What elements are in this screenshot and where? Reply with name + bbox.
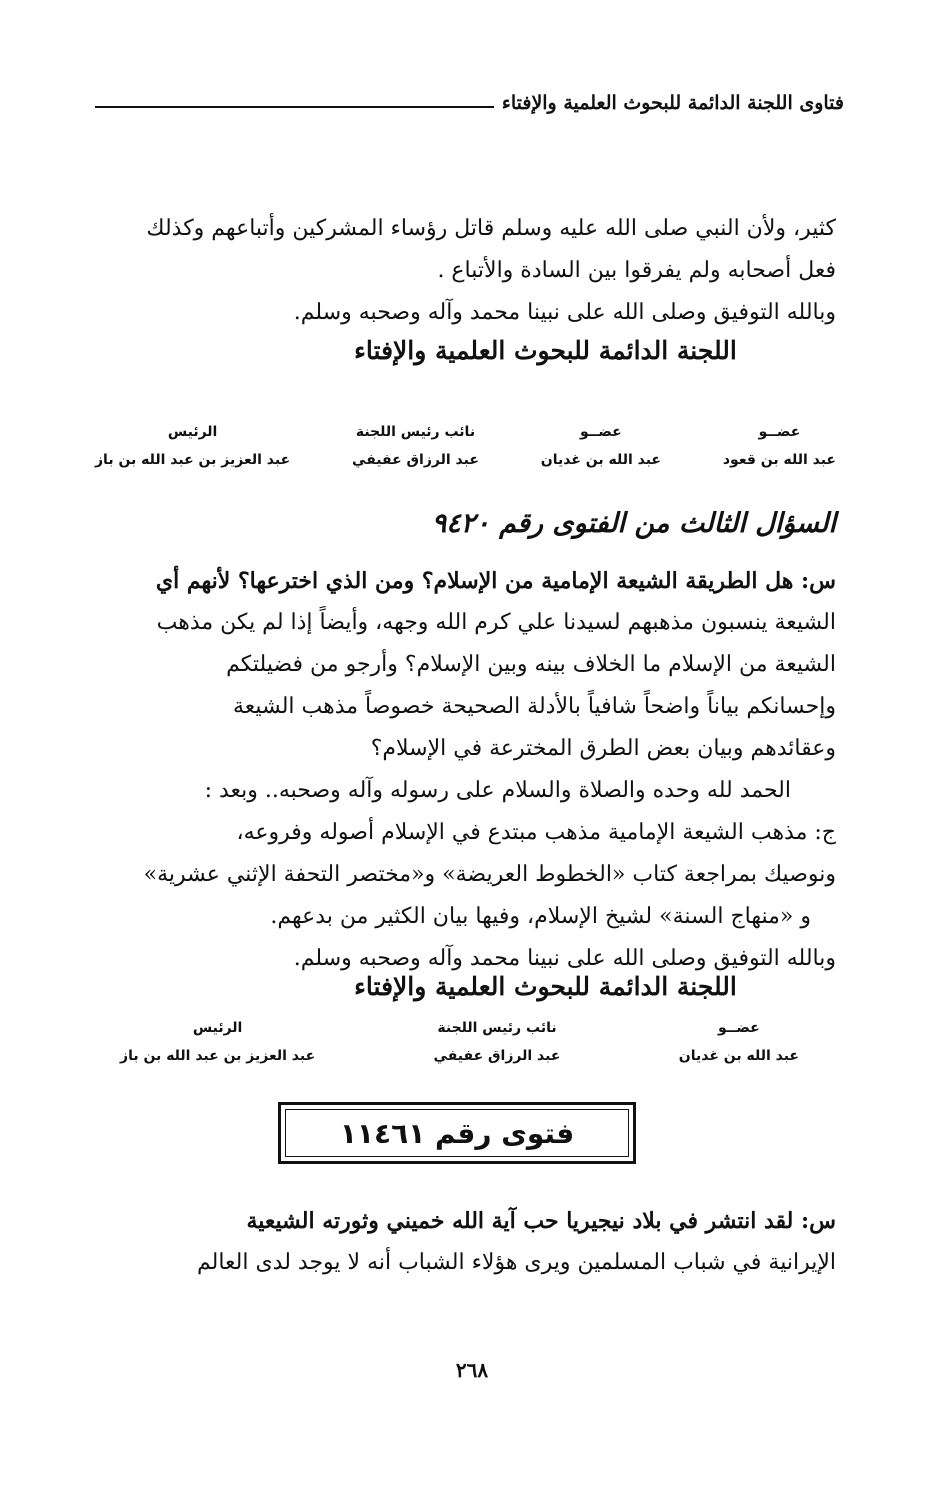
text-line: وإحسانكم بياناً واضحاً شافياً بالأدلة الصحيحة خصوصاً مذهب الشيعة	[233, 694, 836, 719]
signature-member-1	[679, 1014, 799, 1070]
text-line: كثير، ولأن النبي صلى الله عليه وسلم قاتل رؤساء المشركين وأتباعهم وكذلك	[146, 216, 836, 241]
text-line: الإيرانية في شباب المسلمين ويرى هؤلاء الشباب أنه لا يوجد لدى العالم	[196, 1250, 836, 1275]
signature-name: عبد الله بن قعود	[722, 452, 836, 468]
text-line: وبالله التوفيق وصلى الله على نبينا محمد وآله وصحبه وسلم.	[293, 300, 836, 325]
signature-member-1	[723, 418, 836, 474]
running-header	[95, 92, 844, 114]
signature-role: الرئيس	[167, 424, 218, 440]
header-title: فتاوى اللجنة الدائمة للبحوث العلمية والإفتاء	[501, 92, 844, 114]
signature-role: عضــو	[718, 1020, 760, 1036]
signature-role: عضــو	[758, 424, 801, 440]
signature-role: عضــو	[580, 424, 622, 440]
text-line: فعل أصحابه ولم يفرقوا بين السادة والأتباع .	[437, 258, 836, 283]
text-line: س: هل الطريقة الشيعة الإمامية من الإسلام؟ ومن الذي اخترعها؟ لأنهم أي	[155, 568, 836, 594]
signature-row	[95, 418, 836, 474]
text-line: ج: مذهب الشيعة الإمامية مذهب مبتدع في الإسلام أصوله وفروعه،	[236, 820, 836, 845]
section1-paragraph	[95, 208, 836, 334]
signature-name: عبد الله بن غديان	[678, 1048, 799, 1064]
signature-name: عبد الرزاق عفيفي	[433, 1048, 561, 1064]
signature-name: عبد الله بن غديان	[540, 452, 661, 468]
signature-member-2	[541, 418, 661, 474]
text-line: وبالله التوفيق وصلى الله على نبينا محمد وآله وصحبه وسلم.	[293, 946, 836, 971]
question-paragraph	[95, 560, 836, 980]
text-line: ونوصيك بمراجعة كتاب «الخطوط العريضة» و«مختصر التحفة الإثني عشرية»	[143, 862, 836, 887]
text-line: الشيعة من الإسلام ما الخلاف بينه وبين الإسلام؟ وأرجو من فضيلتكم	[226, 652, 836, 677]
text-line: الشيعة ينسبون مذهبهم لسيدنا علي كرم الله وجهه، وأيضاً إذا لم يكن مذهب	[156, 610, 836, 635]
signature-president	[95, 418, 290, 474]
signature-name: عبد الرزاق عفيفي	[352, 452, 479, 468]
text-line: و «منهاج السنة» لشيخ الإسلام، وفيها بيان الكثير من بدعهم.	[270, 904, 811, 929]
header-rule	[95, 106, 494, 108]
fatwa-title: فتوى رقم ١١٤٦١	[339, 1116, 575, 1150]
text-line: وعقائدهم وبيان بعض الطرق المخترعة في الإسلام؟	[370, 736, 836, 761]
committee-heading: اللجنة الدائمة للبحوث العلمية والإفتاء	[354, 972, 737, 1001]
page-number: ٢٦٨	[455, 1358, 489, 1382]
signature-row	[120, 1014, 799, 1070]
signature-president	[120, 1014, 315, 1070]
signature-name: عبد العزيز بن عبد الله بن باز	[120, 1048, 316, 1064]
text-line: س: لقد انتشر في بلاد نيجيريا حب آية الله خميني وثورته الشيعية	[246, 1208, 836, 1234]
signature-name: عبد العزيز بن عبد الله بن باز	[95, 452, 291, 468]
fatwa-title-box	[278, 1102, 636, 1164]
question-heading: السؤال الثالث من الفتوى رقم ٩٤٢٠	[431, 508, 836, 539]
text-line: الحمد لله وحده والصلاة والسلام على رسوله وآله وصحبه.. وبعد :	[204, 778, 791, 803]
fatwa-question-paragraph	[95, 1200, 836, 1284]
signature-role: الرئيس	[192, 1020, 243, 1036]
signature-vice-president	[352, 418, 479, 474]
signature-vice-president	[434, 1014, 561, 1070]
signature-role: نائب رئيس اللجنة	[355, 424, 476, 440]
signature-role: نائب رئيس اللجنة	[437, 1020, 557, 1036]
committee-heading: اللجنة الدائمة للبحوث العلمية والإفتاء	[354, 336, 737, 365]
